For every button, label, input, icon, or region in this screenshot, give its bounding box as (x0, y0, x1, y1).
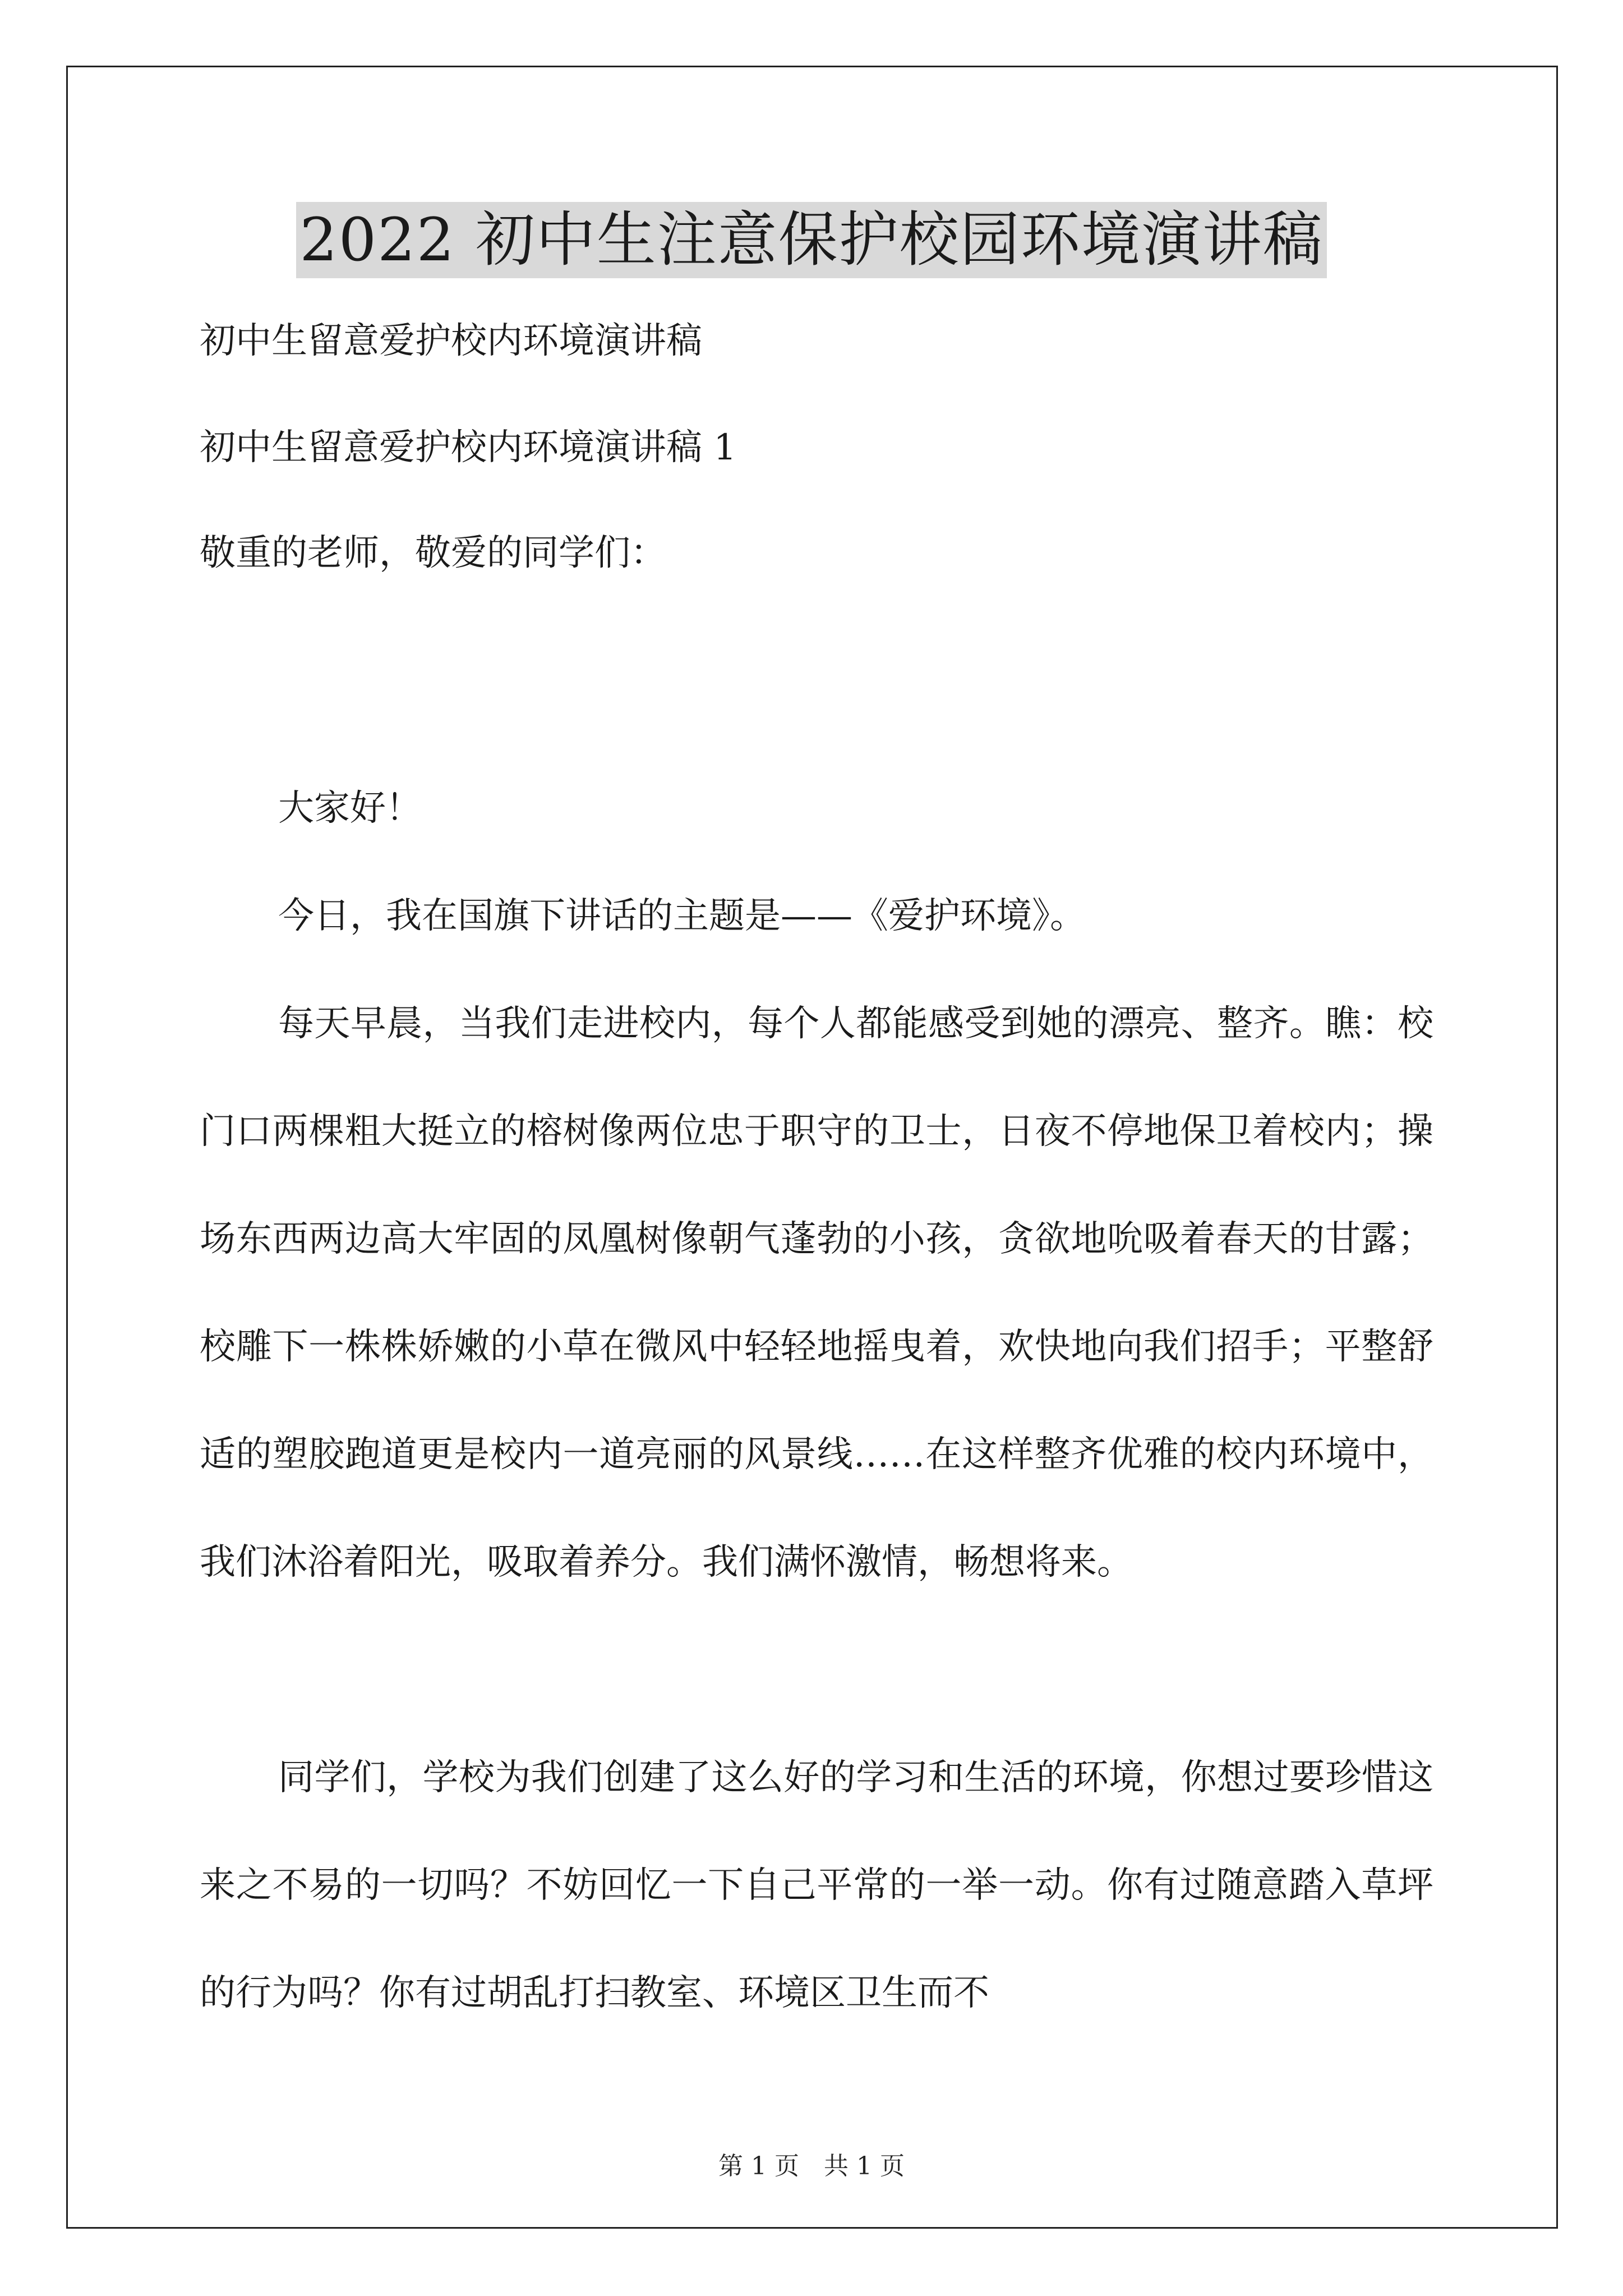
paragraph-hello: 大家好！ (278, 788, 422, 829)
section-heading: 初中生留意爱护校内环境演讲稿 (200, 320, 702, 362)
title-container (0, 202, 1623, 278)
salutation: 敬重的老师，敬爱的同学们： (200, 532, 666, 574)
paragraph-morning: 每天早晨，当我们走进校内，每个人都能感受到她的漂亮、整齐。瞧：校门口两棵粗大挺立的榕树像两位忠于职守的卫士，日夜不停地保卫着校内；操场东西两边高大牢固的凤凰树像朝气蓬勃的小孩，贪欲地吮吸着春天的甘露；校雕下一株株娇嫩的小草在微风中轻轻地摇曳着，欢快地向我们招手；平整舒适的塑胶跑道更是校内一道亮丽的风景线……在这样整齐优雅的校内环境中，我们沐浴着阳光，吸取着养分。我们满怀激情，畅想将来。 (200, 1003, 1433, 1583)
paragraph-topic: 今日，我在国旗下讲话的主题是——《爱护环境》。 (278, 895, 1086, 937)
document-title: 2022 初中生注意保护校园环境演讲稿 (296, 202, 1326, 278)
page-footer: 第 1 页 共 1 页 (718, 2152, 905, 2180)
section-subheading: 初中生留意爱护校内环境演讲稿 1 (200, 427, 737, 468)
paragraph-school-environment: 同学们，学校为我们创建了这么好的学习和生活的环境，你想过要珍惜这来之不易的一切吗？不妨回忆一下自己平常的一举一动。你有过随意踏入草坪的行为吗？你有过胡乱打扫教室、环境区卫生而不 (200, 1757, 1433, 2014)
